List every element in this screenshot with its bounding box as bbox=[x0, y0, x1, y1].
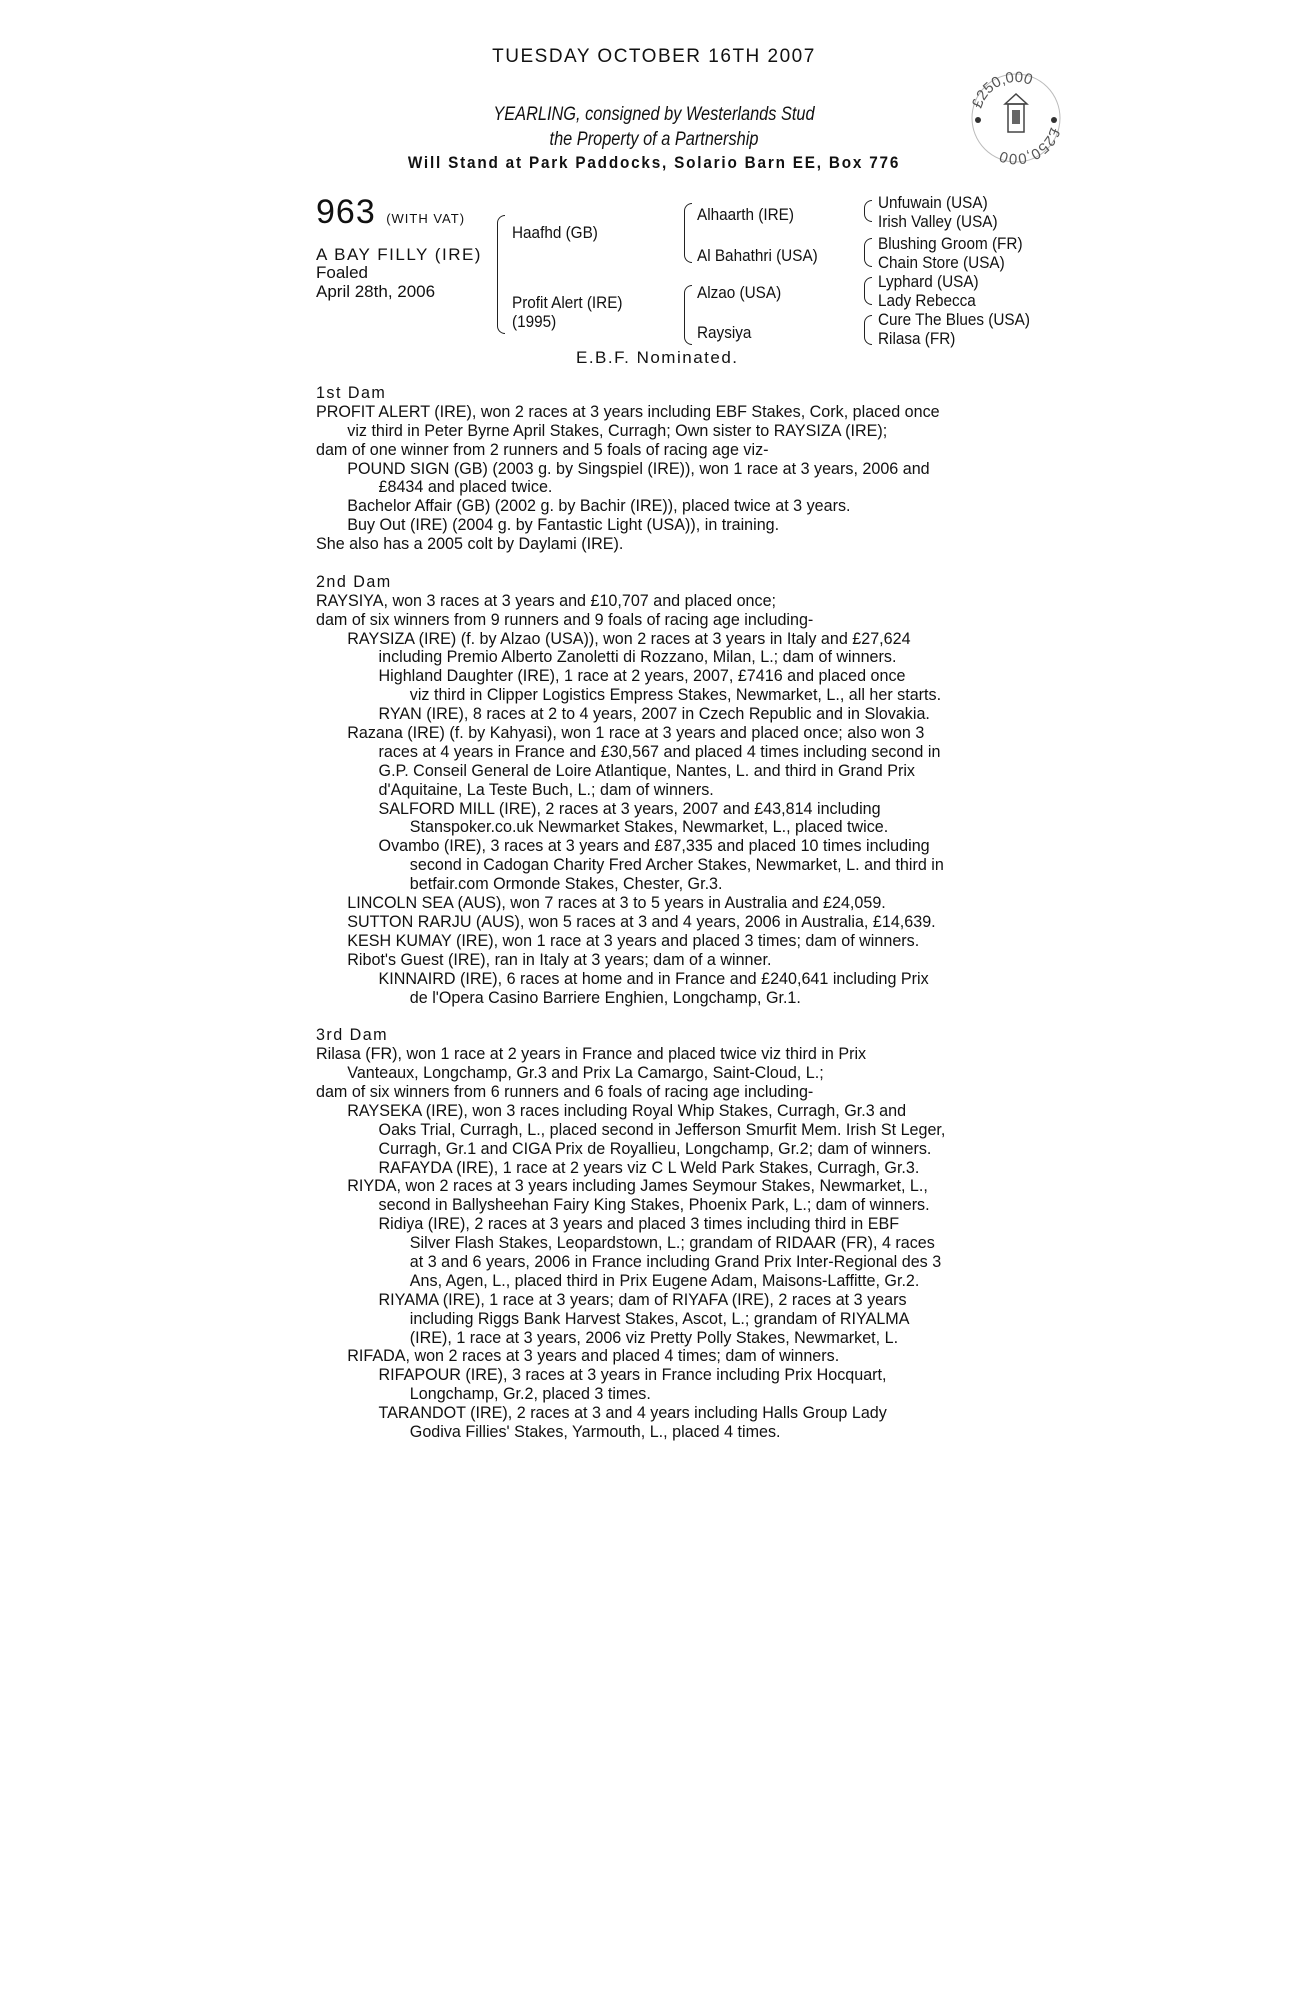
body-line: Ridiya (IRE), 2 races at 3 years and placed 3 times including third in EBF bbox=[378, 1215, 900, 1234]
body-line: G.P. Conseil General de Loire Atlantique, Nantes, L. and third in Grand Prix bbox=[378, 761, 915, 780]
body-line: RAFAYDA (IRE), 1 race at 2 years viz C L Weld Park Stakes, Curragh, Gr.3. bbox=[378, 1158, 920, 1177]
body-line: de l'Opera Casino Barriere Enghien, Longchamp, Gr.1. bbox=[409, 988, 801, 1007]
body-line: d'Aquitaine, La Teste Buch, L.; dam of winners. bbox=[378, 780, 714, 799]
dam-sire: Alzao (USA) bbox=[697, 283, 782, 302]
body-line: viz third in Clipper Logistics Empress Stakes, Newmarket, L., all her starts. bbox=[409, 686, 942, 705]
body-line: at 3 and 6 years, 2006 in France including Grand Prix Inter-Regional des 3 bbox=[409, 1252, 942, 1271]
body-line: RIYAMA (IRE), 1 race at 3 years; dam of RIYAFA (IRE), 2 races at 3 years bbox=[378, 1290, 907, 1309]
foaled-date: April 28th, 2006 bbox=[316, 282, 436, 301]
spacer bbox=[316, 1007, 1000, 1026]
spacer bbox=[316, 554, 1000, 573]
dam: Profit Alert (IRE) bbox=[512, 293, 623, 312]
price-seal-icon bbox=[966, 68, 1066, 168]
body-line: KINNAIRD (IRE), 6 races at home and in France and £240,641 including Prix bbox=[378, 969, 929, 988]
body-line: SALFORD MILL (IRE), 2 races at 3 years, 2007 and £43,814 including bbox=[378, 799, 881, 818]
body-line: RIFAPOUR (IRE), 3 races at 3 years in France including Prix Hocquart, bbox=[378, 1366, 887, 1385]
stand-line: Will Stand at Park Paddocks, Solario Barn EE, Box 776 bbox=[407, 153, 901, 172]
body-line: RAYSIZA (IRE) (f. by Alzao (USA)), won 2 races at 3 years in Italy and £27,624 bbox=[347, 629, 911, 648]
foaled-label: Foaled bbox=[316, 263, 368, 282]
body-line: SUTTON RARJU (AUS), won 5 races at 3 and 4 years, 2006 in Australia, £14,639. bbox=[347, 912, 936, 931]
section-heading: 1st Dam bbox=[316, 384, 387, 402]
dam-dam: Raysiya bbox=[697, 323, 752, 342]
lot-number: 963 (WITH VAT) bbox=[316, 193, 466, 231]
body-line: RYAN (IRE), 8 races at 2 to 4 years, 2007 in Czech Republic and in Slovakia. bbox=[378, 705, 930, 724]
body-line: LINCOLN SEA (AUS), won 7 races at 3 to 5 years in Australia and £24,059. bbox=[347, 894, 886, 913]
body-line: Buy Out (IRE) (2004 g. by Fantastic Light (USA)), in training. bbox=[347, 516, 780, 535]
body-line: dam of one winner from 2 runners and 5 foals of racing age viz- bbox=[316, 440, 769, 459]
body-line: Ans, Agen, L., placed third in Prix Eugene Adam, Maisons-Laffitte, Gr.2. bbox=[409, 1271, 920, 1290]
body-line: RAYSEKA (IRE), won 3 races including Royal Whip Stakes, Curragh, Gr.3 and bbox=[347, 1101, 907, 1120]
body-line: POUND SIGN (GB) (2003 g. by Singspiel (IRE)), won 1 race at 3 years, 2006 and bbox=[347, 459, 930, 478]
sire-sire: Alhaarth (IRE) bbox=[697, 205, 794, 224]
body-line: including Riggs Bank Harvest Stakes, Ascot, L.; grandam of RIYALMA bbox=[409, 1309, 910, 1328]
body-line: Longchamp, Gr.2, placed 3 times. bbox=[409, 1385, 651, 1404]
body-line: dam of six winners from 6 runners and 6 foals of racing age including- bbox=[316, 1082, 814, 1101]
body-line: Vanteaux, Longchamp, Gr.3 and Prix La Camargo, Saint-Cloud, L.; bbox=[347, 1064, 824, 1083]
body-line: including Premio Alberto Zanoletti di Rozzano, Milan, L.; dam of winners. bbox=[378, 648, 897, 667]
g3-ancestor: Unfuwain (USA) bbox=[878, 193, 988, 212]
body-line: Ribot's Guest (IRE), ran in Italy at 3 years; dam of a winner. bbox=[347, 950, 772, 969]
body-line: Razana (IRE) (f. by Kahyasi), won 1 race at 3 years and placed once; also won 3 bbox=[347, 724, 925, 743]
consignor-line: YEARLING, consigned by Westerlands Stud bbox=[493, 104, 815, 125]
body-line: betfair.com Ormonde Stakes, Chester, Gr.3. bbox=[409, 875, 723, 894]
catalogue-body bbox=[316, 384, 1016, 1442]
g3-ancestor: Blushing Groom (FR) bbox=[878, 234, 1023, 253]
body-line: Ovambo (IRE), 3 races at 3 years and £87,335 and placed 10 times including bbox=[378, 837, 930, 856]
body-line: Stanspoker.co.uk Newmarket Stakes, Newmarket, L., placed twice. bbox=[409, 818, 889, 837]
section-heading: 3rd Dam bbox=[316, 1026, 389, 1045]
body-line: (IRE), 1 race at 3 years, 2006 viz Pretty Polly Stakes, Newmarket, L. bbox=[409, 1328, 899, 1347]
ebf-note: E.B.F. Nominated. bbox=[576, 348, 739, 367]
body-line: She also has a 2005 colt by Daylami (IRE). bbox=[316, 535, 624, 554]
lot-description: A BAY FILLY (IRE) bbox=[316, 245, 482, 264]
body-line: RIYDA, won 2 races at 3 years including James Seymour Stakes, Newmarket, L., bbox=[347, 1177, 928, 1196]
property-line: the Property of a Partnership bbox=[549, 129, 759, 150]
sire-dam: Al Bahathri (USA) bbox=[697, 246, 818, 265]
body-line: PROFIT ALERT (IRE), won 2 races at 3 years including EBF Stakes, Cork, placed once bbox=[316, 402, 940, 421]
g3-ancestor: Rilasa (FR) bbox=[878, 329, 956, 348]
body-line: RAYSIYA, won 3 races at 3 years and £10,707 and placed once; bbox=[316, 591, 777, 610]
body-line: KESH KUMAY (IRE), won 1 race at 3 years and placed 3 times; dam of winners. bbox=[347, 931, 920, 950]
body-line: second in Ballysheehan Fairy King Stakes, Phoenix Park, L.; dam of winners. bbox=[378, 1196, 930, 1215]
body-line: Curragh, Gr.1 and CIGA Prix de Royallieu, Longchamp, Gr.2; dam of winners. bbox=[378, 1139, 932, 1158]
g3-ancestor: Cure The Blues (USA) bbox=[878, 310, 1030, 329]
vat-note: (WITH VAT) bbox=[386, 211, 466, 226]
body-line: viz third in Peter Byrne April Stakes, Curragh; Own sister to RAYSIZA (IRE); bbox=[347, 421, 888, 440]
body-line: Godiva Fillies' Stakes, Yarmouth, L., placed 4 times. bbox=[409, 1422, 781, 1441]
body-line: £8434 and placed twice. bbox=[378, 478, 553, 497]
body-line: Oaks Trial, Curragh, L., placed second in Jefferson Smurfit Mem. Irish St Leger, bbox=[378, 1120, 946, 1139]
dam-year: (1995) bbox=[512, 312, 557, 331]
svg-text:£250,000: £250,000 bbox=[997, 125, 1064, 168]
body-line: Highland Daughter (IRE), 1 race at 2 years, 2007, £7416 and placed once bbox=[378, 667, 906, 686]
svg-text:£250,000: £250,000 bbox=[968, 68, 1035, 111]
body-line: TARANDOT (IRE), 2 races at 3 and 4 years including Halls Group Lady bbox=[378, 1404, 887, 1423]
g3-ancestor: Irish Valley (USA) bbox=[878, 212, 998, 231]
sire: Haafhd (GB) bbox=[512, 223, 598, 242]
body-line: Bachelor Affair (GB) (2002 g. by Bachir (IRE)), placed twice at 3 years. bbox=[347, 497, 851, 516]
section-heading: 2nd Dam bbox=[316, 572, 392, 591]
body-line: Silver Flash Stakes, Leopardstown, L.; grandam of RIDAAR (FR), 4 races bbox=[409, 1234, 935, 1253]
body-line: dam of six winners from 9 runners and 9 foals of racing age including- bbox=[316, 610, 814, 629]
g3-ancestor: Lady Rebecca bbox=[878, 291, 976, 310]
g3-ancestor: Lyphard (USA) bbox=[878, 272, 979, 291]
body-line: RIFADA, won 2 races at 3 years and placed 4 times; dam of winners. bbox=[347, 1347, 840, 1366]
body-line: races at 4 years in France and £30,567 and placed 4 times including second in bbox=[378, 742, 941, 761]
body-line: Rilasa (FR), won 1 race at 2 years in France and placed twice viz third in Prix bbox=[316, 1045, 867, 1064]
sale-date: TUESDAY OCTOBER 16TH 2007 bbox=[492, 46, 816, 67]
g3-ancestor: Chain Store (USA) bbox=[878, 253, 1005, 272]
body-line: second in Cadogan Charity Fred Archer Stakes, Newmarket, L. and third in bbox=[409, 856, 944, 875]
